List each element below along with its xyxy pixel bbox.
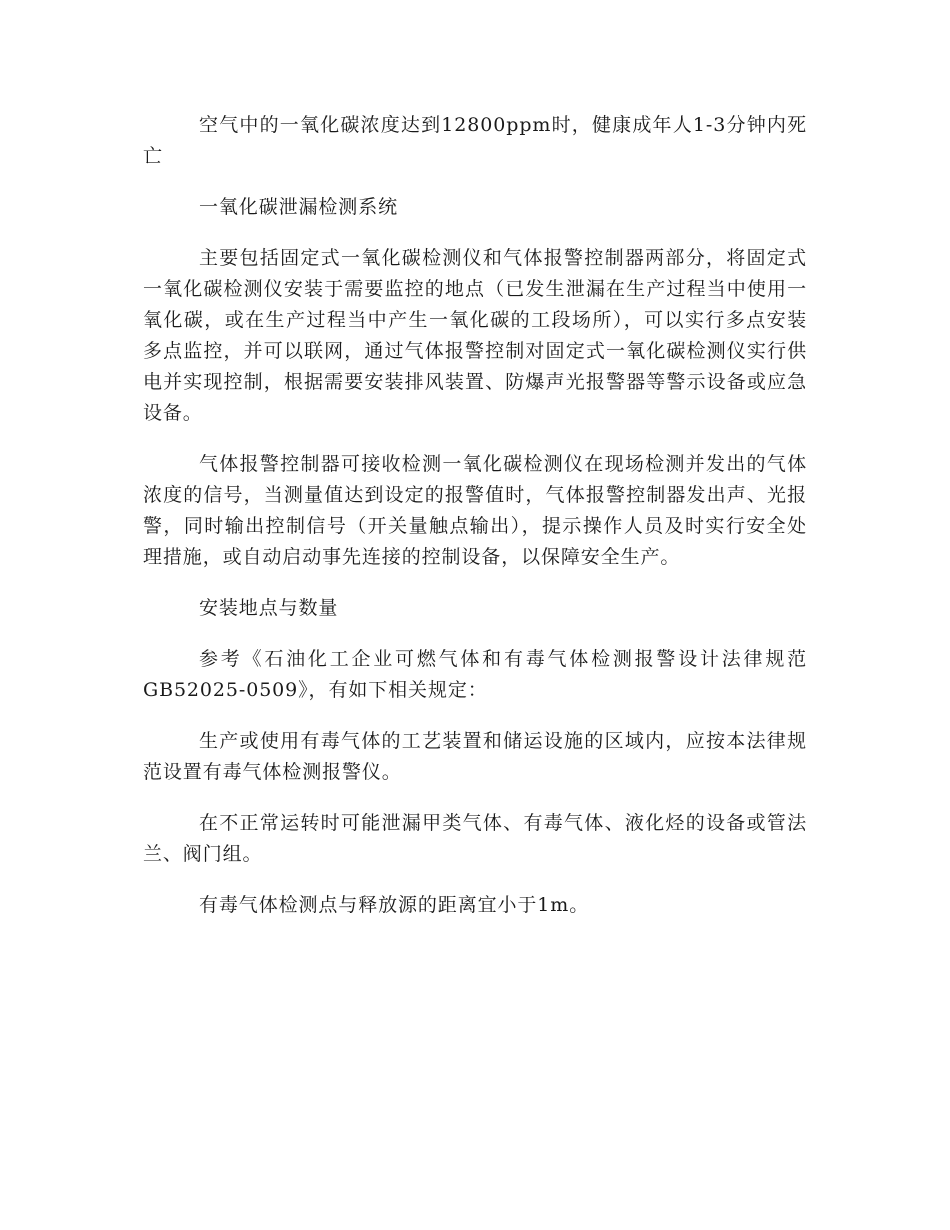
- paragraph-system-composition: 主要包括固定式一氧化碳检测仪和气体报警控制器两部分，将固定式一氧化碳检测仪安装于需要监控的地点（已发生泄漏在生产过程当中使用一氧化碳，或在生产过程当中产生一氧化碳的工段场所），可以实行多点安装多点监控，并可以联网，通过气体报警控制对固定式一氧化碳检测仪实行供电并实现控制，根据需要安装排风装置、防爆声光报警器等警示设备或应急设备。: [143, 247, 807, 424]
- paragraph-co-lethal-concentration: 空气中的一氧化碳浓度达到12800ppm时，健康成年人1-3分钟内死亡: [143, 114, 807, 167]
- paragraph-abnormal-operation-equipment: 在不正常运转时可能泄漏甲类气体、有毒气体、液化烃的设备或管法兰、阀门组。: [143, 812, 807, 865]
- section-heading-installation-location: 安装地点与数量: [199, 597, 339, 619]
- paragraph-toxic-gas-areas: 生产或使用有毒气体的工艺装置和储运设施的区域内，应按本法律规范设置有毒气体检测报警仪。: [143, 730, 807, 783]
- paragraph-alarm-controller: 气体报警控制器可接收检测一氧化碳检测仪在现场检测并发出的气体浓度的信号，当测量值达到设定的报警值时，气体报警控制器发出声、光报警，同时输出控制信号（开关量触点输出），提示操作人员及时实行安全处理措施，或自动启动事先连接的控制设备，以保障安全生产。: [143, 453, 807, 568]
- section-heading-co-leak-detection-system: 一氧化碳泄漏检测系统: [199, 196, 399, 218]
- paragraph-standard-reference: 参考《石油化工企业可燃气体和有毒气体检测报警设计法律规范GB52025-0509》，有如下相关规定：: [143, 648, 807, 701]
- document-body: [143, 110, 807, 941]
- paragraph-detection-distance: 有毒气体检测点与释放源的距离宜小于1m。: [199, 894, 590, 916]
